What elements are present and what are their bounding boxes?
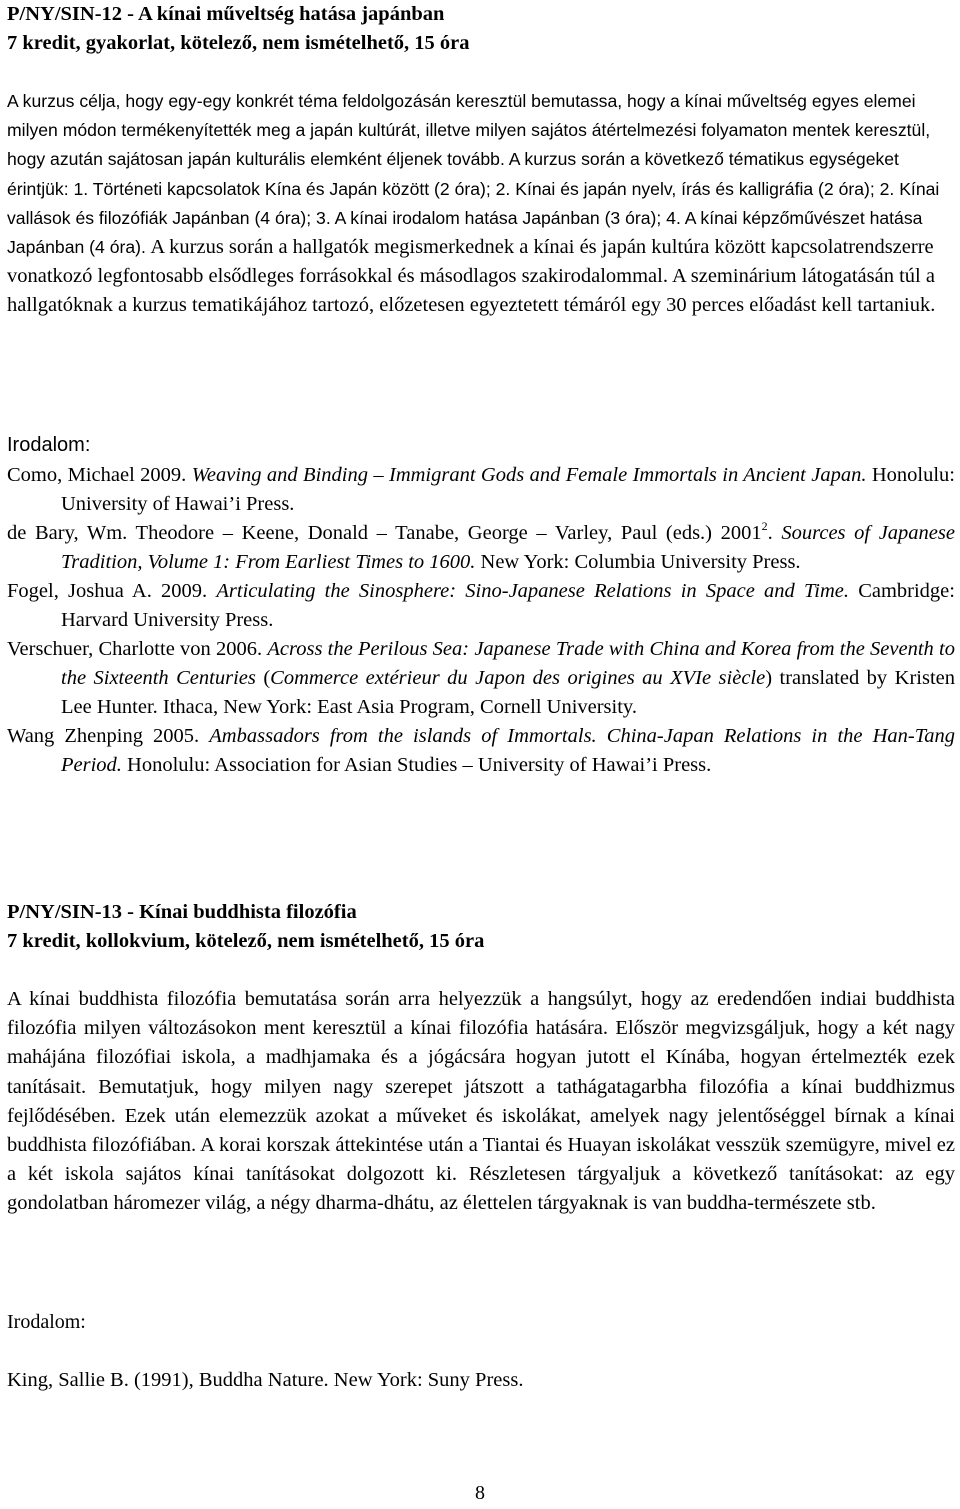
course-2-description: A kínai buddhista filozófia bemutatása során arra helyezzük a hangsúlyt, hogy az eredendően indiai buddhista filozófia milyen változásokon ment keresztül a kínai filozófia hatására. Először megvizsgáljuk, hogy a két nagy mahájána filozófiai iskola, a madhjamaka és a jógácsára hogyan jutott el Kínába, hogyan értelmezték ezek tanításait. Bemutatjuk, hogy milyen nagy szerepet játszott a tathágatagarbha filozófia a kínai buddhizmus fejlődésében. Ezek után elemezzük azokat a műveket és iskolákat, amelyek nagy jelentőséggel bírnak a kínai buddhista filozófiában. A korai korszak áttekintése után a Tiantai és Huayan iskolákat vesszük szemügyre, mivel ez a két iskola sajátos kínai tanításokat dolgozott ki. Részletesen tárgyaljuk a következő tanításokat: az egy gondolatban háromezer világ, a négy dharma-dhátu, az élettelen tárgyaknak is van buddha-természete stb. bbox=[7, 988, 955, 1215]
reference-item: Verschuer, Charlotte von 2006. Across the Perilous Sea: Japanese Trade with China and Korea from the Seventh to the Sixteenth Centuries (Commerce extérieur du Japon des origines au XVIe siècle) translated by Kristen Lee Hunter. Ithaca, New York: East Asia Program, Cornell University. bbox=[7, 638, 955, 718]
course-1-description-sans: A kurzus célja, hogy egy-egy konkrét téma feldolgozásán keresztül bemutassa, hogy a kínai műveltség egyes elemei milyen módon termékenyítették meg a japán kultúrát, illetve milyen sajátos átértelmezési folyamaton mentek keresztül, hogy azután sajátosan japán kulturális elemként éljenek tovább. A kurzus során a következő tématikus egységeket érintjük: 1. Történeti kapcsolatok Kína és Japán között (2 óra); 2. Kínai és japán nyelv, írás és kalligráfia (2 óra); 2. Kínai vallások és filozófiák Japánban (4 óra); 3. A kínai irodalom hatása Japánban (3 óra); 4. A kínai képzőművészet hatása Japánban (4 óra). bbox=[7, 91, 940, 258]
course-1-reference-list bbox=[7, 461, 955, 780]
course-1-description bbox=[7, 87, 955, 321]
course-1-literature-label: Irodalom: bbox=[7, 434, 91, 456]
page-number: 8 bbox=[475, 1482, 485, 1504]
course-1-description-serif: A kurzus során a hallgatók megismerkednek a kínai és japán kultúra között kapcsolatrendszerre vonatkozó legfontosabb elsődleges forrásokkal és másodlagos szakirodalommal. A szeminárium látogatásán túl a hallgatóknak a kurzus tematikájához tartozó, előzetesen egyeztetett témáról egy 30 perces előadást kell tartaniuk. bbox=[7, 236, 936, 317]
reference-item: Wang Zhenping 2005. Ambassadors from the islands of Immortals. China-Japan Relations in the Han-Tang Period. Honolulu: Association for Asian Studies – University of Hawai’i Press. bbox=[7, 725, 956, 776]
course-2-literature-label: Irodalom: bbox=[7, 1311, 86, 1333]
course-1-title: P/NY/SIN-12 - A kínai műveltség hatása japánban bbox=[7, 3, 445, 25]
course-2-subtitle: 7 kredit, kollokvium, kötelező, nem ismételhető, 15 óra bbox=[7, 930, 485, 952]
course-2-reference-item: King, Sallie B. (1991), Buddha Nature. New York: Suny Press. bbox=[7, 1369, 524, 1391]
course-2-title: P/NY/SIN-13 - Kínai buddhista filozófia bbox=[7, 901, 357, 923]
reference-item: Fogel, Joshua A. 2009. Articulating the Sinosphere: Sino-Japanese Relations in Space and Time. Cambridge: Harvard University Press. bbox=[7, 580, 955, 631]
course-1-subtitle: 7 kredit, gyakorlat, kötelező, nem ismételhető, 15 óra bbox=[7, 32, 470, 54]
reference-item: de Bary, Wm. Theodore – Keene, Donald – Tanabe, George – Varley, Paul (eds.) 2001$^2$. Sources of Japanese Tradition, Volume 1: From Earliest Times to 1600. New York: Columbia University Press. bbox=[7, 519, 955, 573]
reference-item: Como, Michael 2009. Weaving and Binding – Immigrant Gods and Female Immortals in Ancient Japan. Honolulu: University of Hawai’i Press. bbox=[7, 464, 955, 515]
